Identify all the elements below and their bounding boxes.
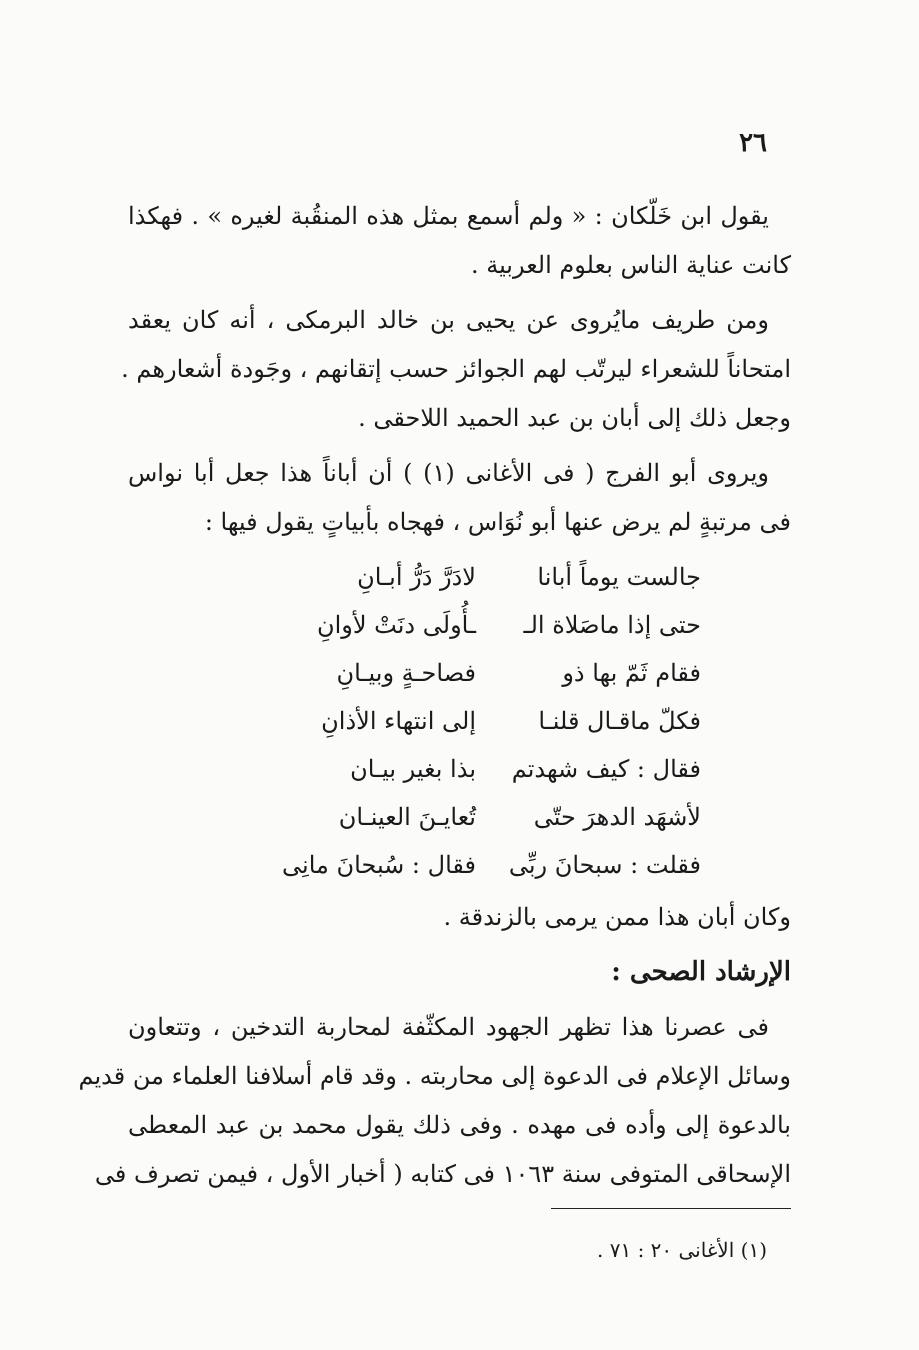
page-number: ٢٦ xyxy=(739,128,767,158)
verse-second-hemistich: إلى انتهاء الأذانِ xyxy=(321,706,476,735)
verse-first-hemistich: حتى إذا ماصَلاة الـ xyxy=(523,610,701,639)
verse-second-hemistich: تُعايـنَ العينـان xyxy=(338,802,476,831)
poem-verse xyxy=(128,793,701,841)
text-line: بالدعوة إلى وأده فى مهده . وفى ذلك يقول محمد بن عبد المعطى xyxy=(128,1111,791,1139)
text-line: الإسحاقى المتوفى سنة ١٠٦٣ فى كتابه ( أخبار الأول ، فيمن تصرف فى xyxy=(94,1160,791,1188)
paragraph-3 xyxy=(128,449,791,547)
poem-verse xyxy=(128,649,701,697)
verse-first-hemistich: لأشهَد الدهرَ حتّى xyxy=(533,802,701,831)
text-line: وجعل ذلك إلى أبان بن عبد الحميد اللاحقى . xyxy=(358,404,791,432)
poem xyxy=(128,553,791,889)
verse-second-hemistich: فقال : سُبحانَ مانِى xyxy=(282,850,476,879)
poem-verse xyxy=(128,553,701,601)
poem-verse xyxy=(128,841,701,889)
verse-first-hemistich: فقام ثَمّ بها ذو xyxy=(562,658,701,687)
paragraph-2 xyxy=(121,296,791,443)
text-line: ويروى أبو الفرج ( فى الأغانى (١) ) أن أباناً هذا جعل أبا نواس xyxy=(128,459,769,487)
poem-verse xyxy=(128,601,701,649)
paragraph-5 xyxy=(78,1003,791,1199)
text-line: وكان أبان هذا ممن يرمى بالزندقة . xyxy=(443,903,791,931)
footnote: (١) الأغانى ٢٠ : ٧١ . xyxy=(597,1238,767,1262)
text-line: يقول ابن خَلّكان : « ولم أسمع بمثل هذه المنقُبة لغيره » . فهكذا xyxy=(128,202,769,230)
text-line: فى عصرنا هذا تظهر الجهود المكثّفة لمحاربة التدخين ، وتتعاون xyxy=(128,1013,769,1041)
section-heading: الإرشاد الصحى : xyxy=(611,957,791,987)
verse-first-hemistich: فقلت : سبحانَ ربِّى xyxy=(508,850,701,879)
text-line: وسائل الإعلام فى الدعوة إلى محاربته . وقد قام أسلافنا العلماء من قديم xyxy=(78,1062,791,1090)
verse-second-hemistich: فصاحـةٍ وبيـانِ xyxy=(336,658,476,687)
text-line: ومن طريف مايُروى عن يحيى بن خالد البرمكى ، أنه كان يعقد xyxy=(128,306,769,334)
verse-second-hemistich: بذا بغير بيـان xyxy=(350,754,476,783)
verse-second-hemistich: لادَرَّ دَرُّ أبـانِ xyxy=(357,562,476,591)
text-line: فى مرتبةٍ لم يرض عنها أبو نُوَاس ، فهجاه بأبياتٍ يقول فيها : xyxy=(204,508,791,536)
verse-first-hemistich: فقال : كيف شهدتم xyxy=(511,754,701,783)
verse-second-hemistich: ـأُولَى دنَتْ لأوانِ xyxy=(316,610,476,639)
paragraph-4 xyxy=(128,893,791,942)
text-line: كانت عناية الناس بعلوم العربية . xyxy=(470,251,791,279)
footnote-divider xyxy=(551,1208,791,1209)
paragraph-1 xyxy=(128,192,791,290)
verse-first-hemistich: جالست يوماً أبانا xyxy=(537,562,701,591)
poem-verse xyxy=(128,697,701,745)
body-text xyxy=(78,192,791,1205)
text-line: امتحاناً للشعراء ليرتّب لهم الجوائز حسب إتقانهم ، وجَودة أشعارهم . xyxy=(121,355,791,383)
verse-first-hemistich: فكلّ ماقـال قلنـا xyxy=(538,706,701,735)
poem-verse xyxy=(128,745,701,793)
